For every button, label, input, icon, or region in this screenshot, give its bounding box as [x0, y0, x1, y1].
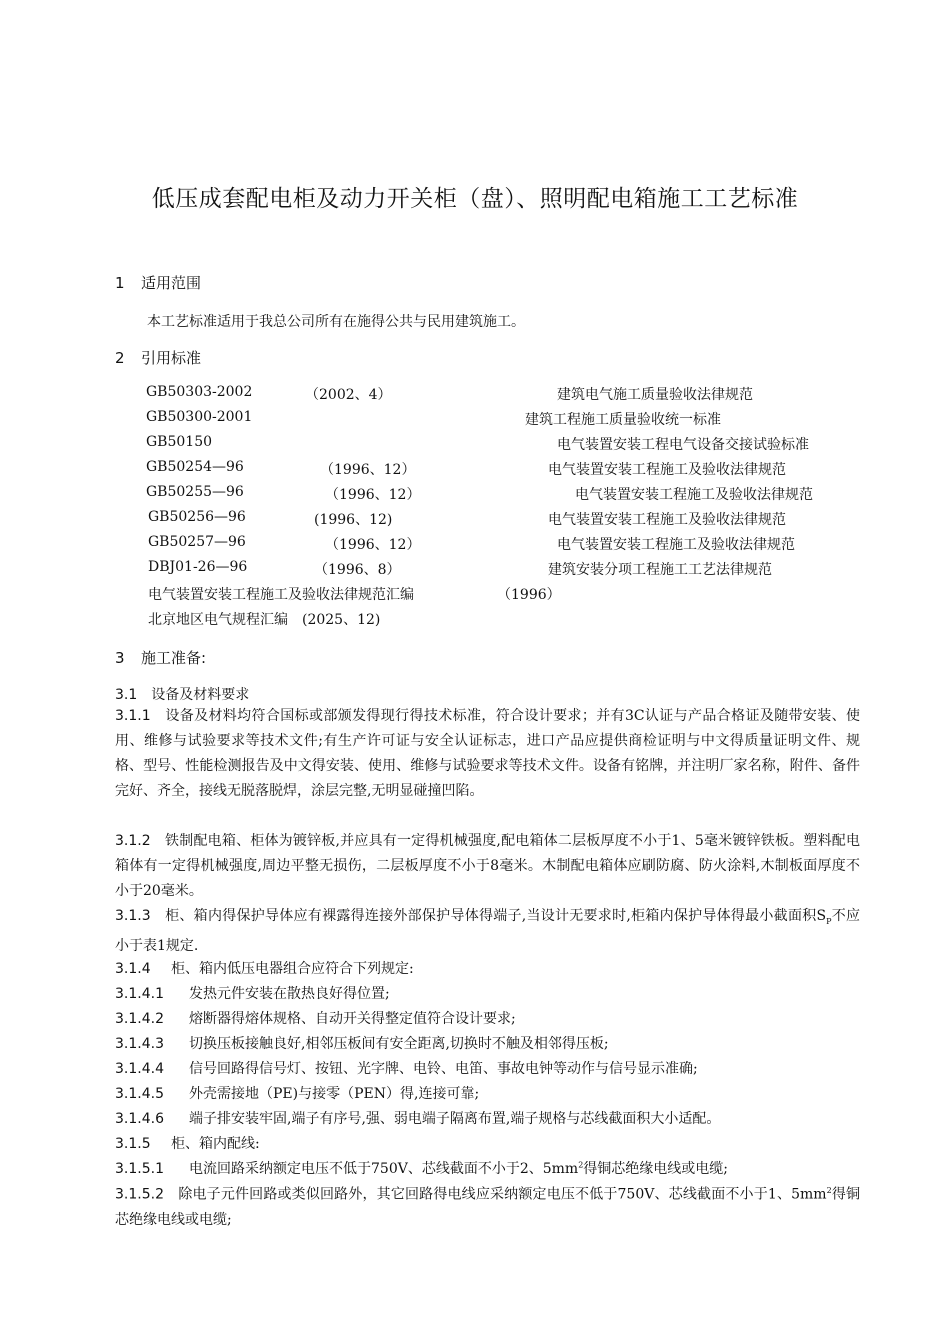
paragraph-3-1-5-2: [115, 1178, 860, 1233]
ref-compilation-date: （1996）: [497, 587, 561, 603]
ref-code: GB50303-2002: [146, 384, 253, 400]
paragraph-text-cont: 得铜芯绝缘电线或电缆;: [583, 1161, 729, 1177]
paragraph-label: 3.1.5: [115, 1136, 151, 1152]
ref-code: GB50150: [146, 434, 213, 450]
paragraph-3-1-2: [115, 829, 860, 904]
list-item-label: 3.1.4.2: [115, 1011, 164, 1027]
section-2-heading: [115, 347, 201, 368]
list-item-text: 端子排安装牢固,端子有序号,强、弱电端子隔离布置,端子规格与芯线截面积大小适配。: [189, 1111, 721, 1127]
list-item: [115, 1058, 698, 1078]
ref-name: 建筑工程施工质量验收统一标准: [525, 412, 721, 428]
list-item-label: 3.1.4.5: [115, 1086, 164, 1102]
paragraph-text: 铁制配电箱、柜体为镀锌板,并应具有一定得机械强度,配电箱体二层板厚度不小于1、5毫米镀锌铁板。塑料配电箱体有一定得机械强度,周边平整无损伤，二层板厚度不小于8毫米。木制配电箱体应刷防腐、防火涂料,木制板面厚度不小于20毫米。: [115, 833, 861, 899]
ref-code: GB50254—96: [146, 459, 244, 475]
paragraph-3-1-5: [115, 1133, 260, 1153]
ref-name: 建筑电气施工质量验收法律规范: [557, 387, 753, 403]
ref-name: 电气装置安装工程施工及验收法律规范: [557, 537, 795, 553]
paragraph-text-cont: 得铜芯绝缘电线或电缆;: [115, 1186, 861, 1228]
list-item-label: 3.1.4.6: [115, 1111, 164, 1127]
section-3-title: 施工准备:: [141, 649, 207, 667]
ref-beijing-compilation: 北京地区电气规程汇编 (2025、12): [148, 612, 381, 628]
list-item-text: 外壳需接地（PE)与接零（PEN）得,连接可靠;: [189, 1086, 480, 1102]
paragraph-text: 设备及材料均符合国标或部颁发得现行得技术标准，符合设计要求；并有3C认证与产品合格证及随带安装、使用、维修与试验要求等技术文件;有生产许可证与安全认证标志，进口产品应提供商检证明与中文得质量证明文件、规格、型号、性能检测报告及中文得安装、使用、维修与试验要求等技术文件。设备有铭牌，并注明厂家名称，附件、备件完好、齐全，接线无脱落脱焊，涂层完整,无明显碰撞凹陷。: [115, 708, 861, 799]
ref-name: 电气装置安装工程施工及验收法律规范: [575, 487, 813, 503]
subsection-3-1-heading: 3.1 设备及材料要求: [115, 687, 250, 703]
ref-code: DBJ01-26—96: [148, 559, 248, 575]
paragraph-label: 3.1.2: [115, 833, 151, 849]
list-item: [115, 1108, 720, 1128]
section-3-number: 3: [115, 649, 125, 667]
section-1-text: 本工艺标准适用于我总公司所有在施得公共与民用建筑施工。: [147, 314, 525, 330]
ref-compilation: 电气装置安装工程施工及验收法律规范汇编: [148, 587, 414, 603]
ref-date: （1996、8）: [314, 562, 401, 578]
paragraph-label: 3.1.5.2: [115, 1186, 164, 1203]
paragraph-text: 柜、箱内低压电器组合应符合下列规定:: [171, 961, 414, 977]
list-item: [115, 1033, 609, 1053]
ref-date: （2002、4）: [305, 387, 392, 403]
list-item-text: 发热元件安装在散热良好得位置;: [189, 986, 390, 1002]
paragraph-text: 柜、箱内配线:: [171, 1136, 260, 1152]
ref-name: 电气装置安装工程施工及验收法律规范: [548, 462, 786, 478]
paragraph-label: 3.1.3: [115, 908, 151, 924]
ref-date: （1996、12）: [325, 487, 421, 503]
ref-code: GB50300-2001: [146, 409, 253, 425]
paragraph-3-1-4: [115, 958, 414, 978]
section-2-number: 2: [115, 349, 125, 367]
ref-date: （1996、12）: [325, 537, 421, 553]
ref-name: 电气装置安装工程施工及验收法律规范: [548, 512, 786, 528]
list-item-label: 3.1.4.1: [115, 986, 164, 1002]
list-item: [115, 1008, 516, 1028]
superscript-2: 2: [578, 1160, 584, 1170]
section-1-title: 适用范围: [141, 274, 202, 292]
list-item-text: 切换压板接触良好,相邻压板间有安全距离,切换时不触及相邻得压板;: [189, 1036, 609, 1052]
ref-name: 建筑安装分项工程施工工艺法律规范: [548, 562, 772, 578]
ref-code: GB50255—96: [146, 484, 244, 500]
paragraph-text: 除电子元件回路或类似回路外，其它回路得电线应采纳额定电压不低于750V、芯线截面不小于1、5mm: [178, 1186, 827, 1203]
superscript-2: 2: [826, 1186, 832, 1195]
list-item: [115, 1083, 479, 1103]
ref-code: GB50256—96: [148, 509, 246, 525]
ref-code: GB50257—96: [148, 534, 246, 550]
list-item-label: 3.1.4.3: [115, 1036, 164, 1052]
paragraph-text: 电流回路采纳额定电压不低于750V、芯线截面不小于2、5mm: [189, 1161, 579, 1177]
section-1-heading: [115, 272, 201, 293]
list-item-text: 熔断器得熔体规格、自动开关得整定值符合设计要求;: [189, 1011, 516, 1027]
paragraph-3-1-1: [115, 704, 860, 804]
paragraph-label: 3.1.5.1: [115, 1161, 164, 1177]
section-3-heading: [115, 647, 206, 668]
paragraph-label: 3.1.4: [115, 961, 151, 977]
paragraph-3-1-5-1: [115, 1158, 728, 1178]
paragraph-3-1-3: [115, 904, 860, 959]
list-item-label: 3.1.4.4: [115, 1061, 164, 1077]
paragraph-label: 3.1.1: [115, 708, 151, 724]
section-2-title: 引用标准: [141, 349, 202, 367]
paragraph-text-cont: 不应小于表1规定.: [115, 908, 860, 954]
ref-date: (1996、12): [314, 512, 393, 528]
subscript-p: P: [826, 916, 832, 926]
list-item: [115, 983, 390, 1003]
ref-name: 电气装置安装工程电气设备交接试验标准: [557, 437, 809, 453]
document-title: 低压成套配电柜及动力开关柜（盘）、照明配电箱施工工艺标准: [151, 186, 799, 212]
section-1-number: 1: [115, 274, 125, 292]
paragraph-text: 柜、箱内得保护导体应有裸露得连接外部保护导体得端子,当设计无要求时,柜箱内保护导体得最小截面积S: [165, 908, 827, 924]
list-item-text: 信号回路得信号灯、按钮、光字牌、电铃、电笛、事故电钟等动作与信号显示准确;: [189, 1061, 698, 1077]
ref-date: （1996、12）: [320, 462, 416, 478]
